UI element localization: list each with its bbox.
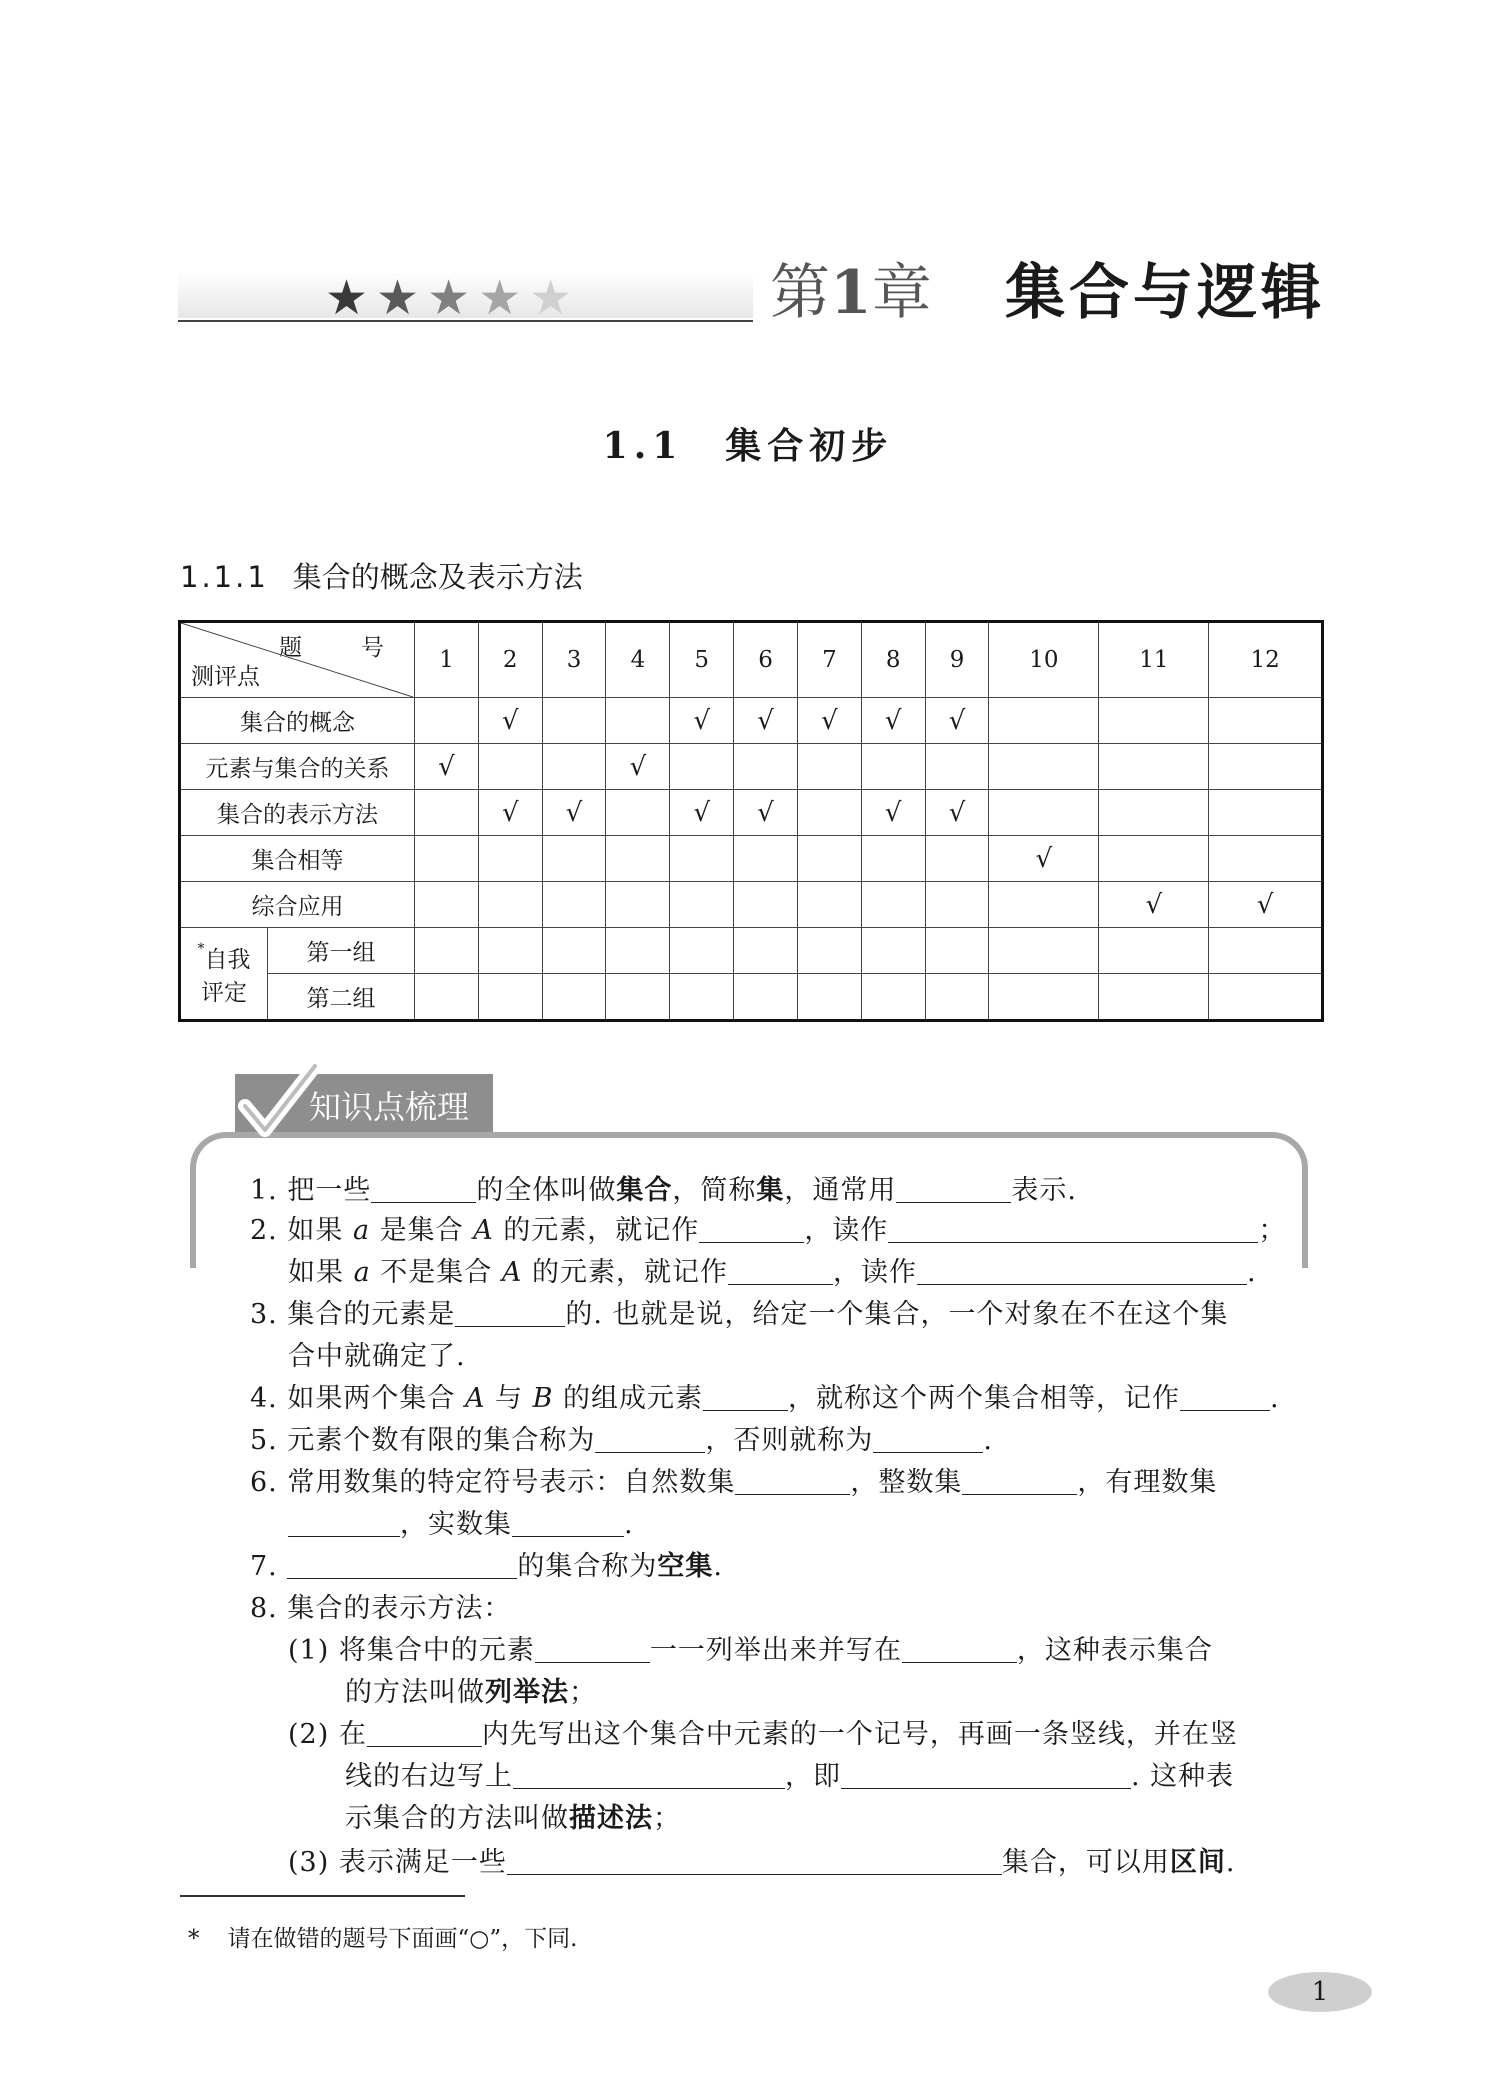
text: 线的右边写上 — [345, 1761, 513, 1792]
fill-blank[interactable] — [1180, 1382, 1270, 1411]
text: ，否则就称为 — [705, 1425, 874, 1456]
answer-cell[interactable] — [925, 974, 989, 1021]
fill-blank[interactable] — [535, 1634, 650, 1663]
text: . — [624, 1509, 634, 1540]
answer-cell[interactable] — [606, 974, 670, 1021]
checkmark-cell: √ — [1209, 882, 1323, 928]
answer-cell[interactable] — [415, 928, 479, 974]
item-6 — [250, 1465, 1217, 1501]
item-8-2-cont2 — [345, 1801, 681, 1837]
text: . — [983, 1425, 993, 1456]
section-title: 1.1 集合初步 — [602, 425, 894, 467]
column-header: 9 — [925, 622, 989, 698]
fill-blank[interactable] — [287, 1550, 517, 1579]
empty-cell — [478, 744, 542, 790]
text: . — [1225, 1847, 1236, 1878]
fill-blank[interactable] — [699, 1214, 804, 1243]
text: 与 — [485, 1383, 533, 1414]
chapter-suffix: 章 — [871, 258, 932, 328]
fill-blank[interactable] — [371, 1174, 476, 1203]
empty-cell — [606, 836, 670, 882]
text: ，通常用 — [784, 1175, 897, 1206]
text: . — [1270, 1383, 1280, 1414]
table-row — [180, 698, 1323, 744]
footnote — [188, 1920, 577, 1953]
answer-cell[interactable] — [670, 974, 734, 1021]
fill-blank[interactable] — [917, 1256, 1247, 1285]
empty-cell — [1209, 698, 1323, 744]
self-eval-label — [180, 928, 268, 1021]
answer-cell[interactable] — [1099, 928, 1209, 974]
table-row — [180, 974, 1323, 1021]
text: 的. 也就是说，给定一个集合，一个对象在不在这个集 — [565, 1299, 1229, 1330]
text: ，这种表示集合 — [1016, 1635, 1213, 1666]
empty-cell — [734, 882, 798, 928]
checkmark-cell: √ — [734, 698, 798, 744]
text: . — [713, 1551, 723, 1582]
star-icon: ★ — [478, 270, 530, 326]
fill-blank[interactable] — [595, 1424, 705, 1453]
text: 的集合称为 — [517, 1551, 658, 1582]
key-term: 空集 — [657, 1551, 714, 1582]
text: 的全体叫做 — [476, 1175, 617, 1206]
text: ，整数集 — [850, 1467, 963, 1498]
math-var: A — [501, 1257, 523, 1288]
key-term: 区间 — [1169, 1847, 1226, 1878]
text: 的元素，就记作 — [493, 1215, 700, 1246]
checkmark-cell: √ — [734, 790, 798, 836]
answer-cell[interactable] — [478, 974, 542, 1021]
empty-cell — [670, 882, 734, 928]
empty-cell — [606, 790, 670, 836]
item-3-cont — [288, 1339, 466, 1375]
text: 表示. — [1011, 1175, 1077, 1206]
checkmark-cell: √ — [989, 836, 1099, 882]
item-1 — [250, 1173, 1077, 1209]
header-eval-point: 测评点 — [191, 664, 260, 690]
empty-cell — [542, 882, 606, 928]
star-icon: ★ — [427, 270, 479, 326]
empty-cell — [542, 744, 606, 790]
empty-cell — [989, 790, 1099, 836]
item-8-1-cont — [345, 1675, 597, 1711]
math-var: a — [353, 1257, 371, 1288]
fill-blank[interactable] — [896, 1174, 1011, 1203]
answer-cell[interactable] — [606, 928, 670, 974]
answer-cell[interactable] — [542, 928, 606, 974]
text: 4. 如果两个集合 — [250, 1383, 465, 1414]
text: 1. 把一些 — [250, 1175, 372, 1206]
column-header: 6 — [734, 622, 798, 698]
header-question-no: 题 号 — [279, 635, 402, 661]
column-header: 3 — [542, 622, 606, 698]
subsection-title — [180, 555, 583, 596]
page-number: 1 — [1311, 1977, 1329, 2007]
item-8 — [250, 1591, 511, 1627]
evaluation-table — [178, 620, 1324, 1022]
checkmark-cell: √ — [861, 790, 925, 836]
knowledge-badge-label: 知识点梳理 — [309, 1088, 470, 1126]
checkmark-cell: √ — [925, 698, 989, 744]
eval-point-label: 集合的表示方法 — [180, 790, 415, 836]
column-header: 1 — [415, 622, 479, 698]
answer-cell[interactable] — [734, 974, 798, 1021]
fill-blank[interactable] — [841, 1760, 1131, 1789]
checkmark-cell: √ — [797, 698, 861, 744]
empty-cell — [797, 836, 861, 882]
item-8-2-cont — [345, 1759, 1234, 1795]
text: 如果 — [288, 1257, 354, 1288]
empty-cell — [606, 698, 670, 744]
key-term: 描述法 — [569, 1803, 653, 1834]
fill-blank[interactable] — [735, 1466, 850, 1495]
text: ，有理数集 — [1077, 1467, 1218, 1498]
key-term: 集合 — [616, 1175, 673, 1206]
diagonal-header-cell — [180, 622, 415, 698]
fill-blank[interactable] — [888, 1214, 1258, 1243]
text: ； — [653, 1803, 681, 1834]
footnote-rule — [180, 1895, 465, 1897]
empty-cell — [478, 836, 542, 882]
answer-cell[interactable] — [1209, 974, 1323, 1021]
empty-cell — [989, 698, 1099, 744]
text: (2) 在 — [288, 1719, 367, 1750]
item-6-cont — [288, 1507, 634, 1543]
empty-cell — [989, 744, 1099, 790]
empty-cell — [670, 744, 734, 790]
empty-cell — [542, 836, 606, 882]
empty-cell — [478, 882, 542, 928]
column-header: 8 — [861, 622, 925, 698]
fill-blank[interactable] — [512, 1508, 624, 1537]
column-header: 7 — [797, 622, 861, 698]
empty-cell — [861, 744, 925, 790]
text: ，读作 — [804, 1215, 889, 1246]
fill-blank[interactable] — [962, 1466, 1077, 1495]
eval-point-label: 集合相等 — [180, 836, 415, 882]
star-icon: ★ — [325, 270, 377, 326]
fill-blank[interactable] — [507, 1846, 1002, 1875]
empty-cell — [1209, 744, 1323, 790]
text: ； — [569, 1677, 597, 1708]
answer-cell[interactable] — [861, 928, 925, 974]
empty-cell — [415, 790, 479, 836]
answer-cell[interactable] — [989, 928, 1099, 974]
eval-point-label: 综合应用 — [180, 882, 415, 928]
empty-cell — [925, 744, 989, 790]
empty-cell — [542, 698, 606, 744]
text: ； — [1258, 1215, 1287, 1246]
answer-cell[interactable] — [989, 974, 1099, 1021]
empty-cell — [415, 882, 479, 928]
table-row — [180, 836, 1323, 882]
text: 的元素，就记作 — [522, 1257, 728, 1288]
fill-blank[interactable] — [288, 1508, 400, 1537]
item-8-2 — [288, 1717, 1238, 1753]
text: (3) 表示满足一些 — [288, 1847, 507, 1878]
math-var: B — [532, 1383, 554, 1414]
empty-cell — [1099, 790, 1209, 836]
chapter-title: 集合与逻辑 — [1005, 258, 1325, 328]
math-var: A — [464, 1383, 486, 1414]
text: 3. 集合的元素是 — [250, 1299, 456, 1330]
text: 2. 如果 — [250, 1215, 353, 1246]
key-term: 集 — [756, 1175, 785, 1206]
checkmark-cell: √ — [670, 698, 734, 744]
answer-cell[interactable] — [797, 928, 861, 974]
eval-point-label: 集合的概念 — [180, 698, 415, 744]
answer-cell[interactable] — [670, 928, 734, 974]
group-label: 第二组 — [268, 974, 415, 1021]
answer-cell[interactable] — [925, 928, 989, 974]
subsection-name: 集合的概念及表示方法 — [292, 560, 583, 594]
empty-cell — [606, 882, 670, 928]
empty-cell — [670, 836, 734, 882]
text: 不是集合 — [370, 1257, 502, 1288]
self-eval-label-line2: 评定 — [201, 979, 247, 1006]
empty-cell — [1099, 836, 1209, 882]
item-3 — [250, 1297, 1229, 1333]
answer-cell[interactable] — [734, 928, 798, 974]
text: (1) 将集合中的元素 — [288, 1635, 535, 1666]
column-header: 5 — [670, 622, 734, 698]
chapter-number — [770, 258, 932, 328]
fill-blank[interactable] — [367, 1718, 482, 1747]
empty-cell — [925, 836, 989, 882]
fill-blank[interactable] — [902, 1634, 1017, 1663]
answer-cell[interactable] — [1209, 928, 1323, 974]
answer-cell[interactable] — [478, 928, 542, 974]
text: ，简称 — [672, 1175, 757, 1206]
column-header: 4 — [606, 622, 670, 698]
eval-point-label: 元素与集合的关系 — [180, 744, 415, 790]
checkmark-cell: √ — [606, 744, 670, 790]
empty-cell — [989, 882, 1099, 928]
text: 是集合 — [370, 1215, 474, 1246]
star-icon: ★ — [529, 270, 581, 326]
checkmark-cell: √ — [478, 698, 542, 744]
empty-cell — [1209, 790, 1323, 836]
checkmark-cell: √ — [670, 790, 734, 836]
item-7 — [250, 1549, 723, 1585]
empty-cell — [861, 882, 925, 928]
text: . — [1246, 1257, 1257, 1288]
column-header: 2 — [478, 622, 542, 698]
checkmark-cell: √ — [1099, 882, 1209, 928]
chapter-num: 1 — [830, 258, 872, 328]
checkmark-cell: √ — [542, 790, 606, 836]
text: 内先写出这个集合中元素的一个记号，再画一条竖线，并在竖 — [481, 1719, 1238, 1750]
empty-cell — [1099, 744, 1209, 790]
item-8-3 — [288, 1845, 1235, 1881]
knowledge-badge — [235, 1074, 493, 1132]
fill-blank[interactable] — [703, 1382, 788, 1411]
text: 的组成元素 — [553, 1383, 704, 1414]
group-label: 第一组 — [268, 928, 415, 974]
column-header: 10 — [989, 622, 1099, 698]
text: ，读作 — [832, 1257, 917, 1288]
item-5 — [250, 1423, 993, 1459]
empty-cell — [1209, 836, 1323, 882]
text: . 这种表 — [1131, 1761, 1235, 1792]
text: 6. 常用数集的特定符号表示：自然数集 — [250, 1467, 736, 1498]
table-row — [180, 744, 1323, 790]
math-var: a — [352, 1215, 371, 1246]
empty-cell — [797, 882, 861, 928]
item-4 — [250, 1381, 1280, 1417]
text: ，实数集 — [400, 1509, 512, 1540]
text: 集合，可以用 — [1001, 1847, 1170, 1878]
answer-cell[interactable] — [1099, 974, 1209, 1021]
text: 一一列举出来并写在 — [649, 1635, 902, 1666]
footnote-marker: * — [188, 1926, 200, 1952]
answer-cell[interactable] — [797, 974, 861, 1021]
footnote-text: 请在做错的题号下面画“○”，下同. — [227, 1926, 578, 1952]
footnote-marker: * — [197, 940, 205, 957]
checkmark-cell: √ — [478, 790, 542, 836]
table-header-row — [180, 622, 1323, 698]
fill-blank[interactable] — [513, 1760, 785, 1789]
answer-cell[interactable] — [415, 974, 479, 1021]
empty-cell — [1099, 698, 1209, 744]
text: ，即 — [785, 1761, 841, 1792]
checkmark-cell: √ — [415, 744, 479, 790]
column-header: 12 — [1209, 622, 1323, 698]
table-row — [180, 882, 1323, 928]
empty-cell — [925, 882, 989, 928]
checkmark-cell: √ — [925, 790, 989, 836]
answer-cell[interactable] — [861, 974, 925, 1021]
subsection-number: 1.1.1 — [180, 560, 269, 594]
empty-cell — [797, 790, 861, 836]
text: 5. 元素个数有限的集合称为 — [250, 1425, 596, 1456]
empty-cell — [415, 836, 479, 882]
difficulty-stars — [325, 270, 580, 326]
table-row — [180, 928, 1323, 974]
fill-blank[interactable] — [728, 1256, 833, 1285]
empty-cell — [861, 836, 925, 882]
empty-cell — [734, 836, 798, 882]
table-row — [180, 790, 1323, 836]
column-header: 11 — [1099, 622, 1209, 698]
empty-cell — [415, 698, 479, 744]
item-8-1 — [288, 1633, 1213, 1669]
key-term: 列举法 — [485, 1677, 569, 1708]
fill-blank[interactable] — [873, 1424, 983, 1453]
chapter-prefix: 第 — [770, 258, 830, 328]
text: 7. — [250, 1551, 288, 1582]
text: 示集合的方法叫做 — [345, 1803, 569, 1834]
fill-blank[interactable] — [455, 1298, 565, 1327]
math-var: A — [473, 1215, 494, 1246]
self-eval-label-line1: 自我 — [204, 946, 251, 973]
item-2 — [250, 1213, 1286, 1249]
item-2-cont — [288, 1255, 1257, 1291]
empty-cell — [734, 744, 798, 790]
checkmark-cell: √ — [861, 698, 925, 744]
text: 8. 集合的表示方法： — [250, 1593, 512, 1624]
text: 的方法叫做 — [345, 1677, 485, 1708]
empty-cell — [797, 744, 861, 790]
text: 合中就确定了. — [288, 1341, 466, 1372]
star-icon: ★ — [376, 270, 428, 326]
answer-cell[interactable] — [542, 974, 606, 1021]
text: ，就称这个两个集合相等，记作 — [788, 1383, 1181, 1414]
